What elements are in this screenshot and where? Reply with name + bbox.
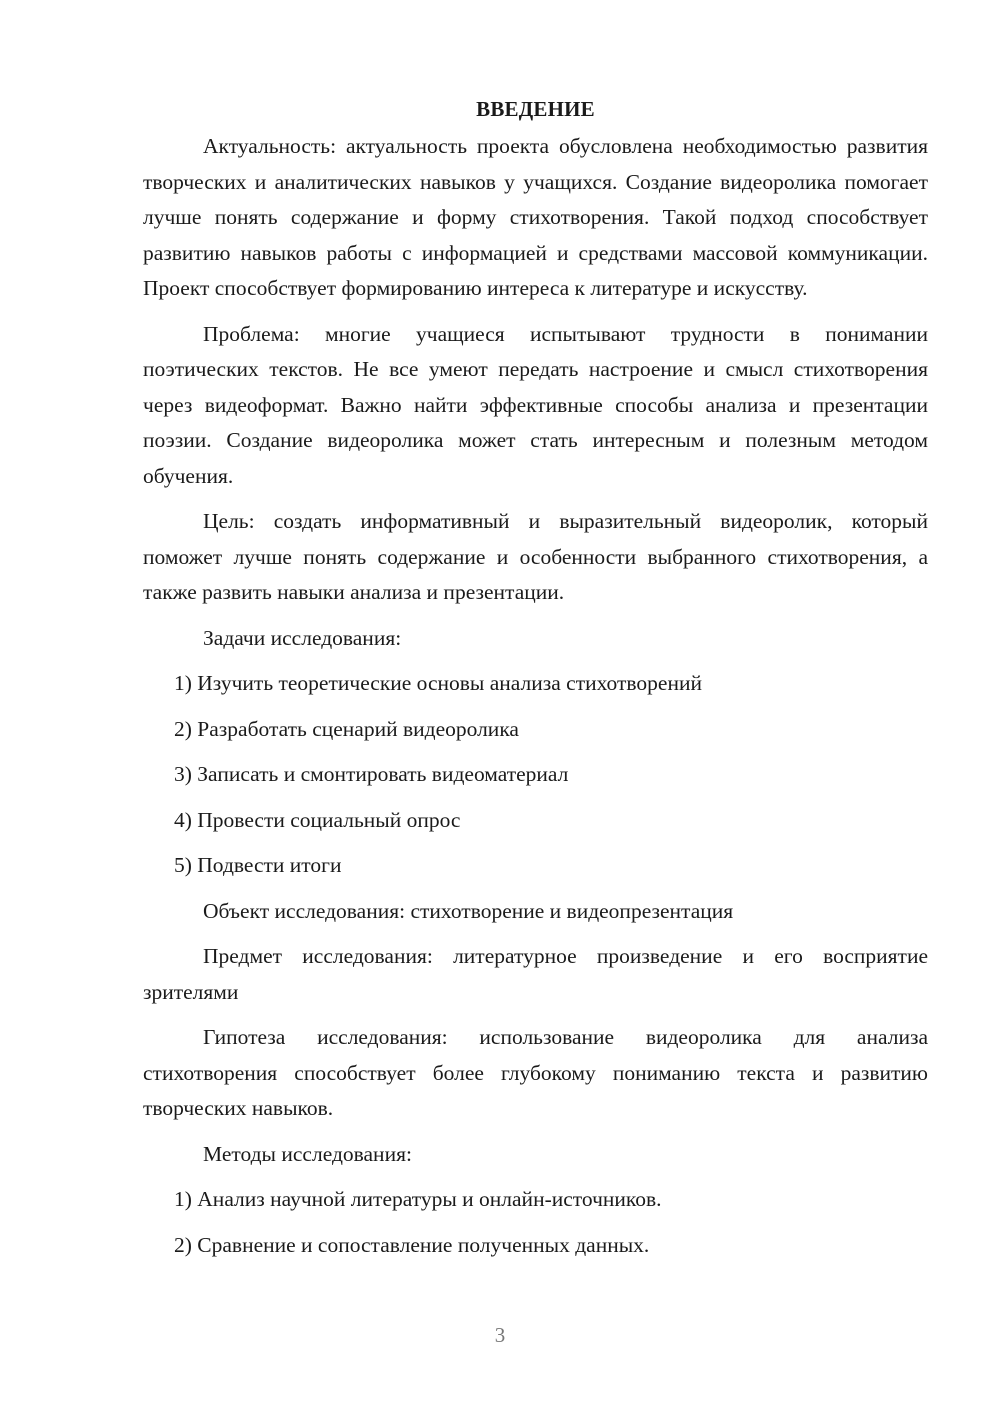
task-item: 3) Записать и смонтировать видеоматериал [174, 762, 569, 786]
task-item: 5) Подвести итоги [174, 853, 342, 877]
section-heading: ВВЕДЕНИЕ [476, 97, 595, 121]
methods-title: Методы исследования: [203, 1141, 412, 1166]
tasks-title: Задачи исследования: [203, 625, 402, 650]
task-item: 2) Разработать сценарий видеоролика [174, 716, 519, 741]
page-number: 3 [494, 1323, 506, 1347]
goal-paragraph: Цель: создать информативный и выразительный видеоролик, который поможет лучше понять содержание и особенности выбранного стихотворения, а также развить навыки анализа и презентации. [143, 509, 928, 604]
document-page [143, 90, 928, 1273]
object-paragraph: Объект исследования: стихотворение и видеопрезентация [203, 898, 734, 923]
subject-paragraph: Предмет исследования: литературное произведение и его восприятие зрителями [143, 944, 928, 1004]
task-item: 1) Изучить теоретические основы анализа стихотворений [174, 671, 702, 695]
method-item: 1) Анализ научной литературы и онлайн-источников. [174, 1187, 662, 1211]
problem-paragraph: Проблема: многие учащиеся испытывают трудности в понимании поэтических текстов. Не все умеют передать настроение и смысл стихотворения через видеоформат. Важно найти эффективные способы анализа и презентации поэзии. Создание видеоролика может стать интересным и полезным методом обучения. [143, 321, 928, 488]
task-item: 4) Провести социальный опрос [174, 807, 461, 832]
relevance-paragraph: Актуальность: актуальность проекта обусловлена необходимостью развития творческих и аналитических навыков у учащихся. Создание видеоролика помогает лучше понять содержание и форму стихотворения. Такой подход способствует развитию навыков работы с информацией и средствами массовой коммуникации. Проект способствует формированию интереса к литературе и искусству. [143, 134, 928, 300]
method-item: 2) Сравнение и сопоставление полученных данных. [174, 1232, 650, 1257]
hypothesis-paragraph: Гипотеза исследования: использование видеоролика для анализа стихотворения способствует более глубокому пониманию текста и развитию творческих навыков. [143, 1025, 928, 1120]
